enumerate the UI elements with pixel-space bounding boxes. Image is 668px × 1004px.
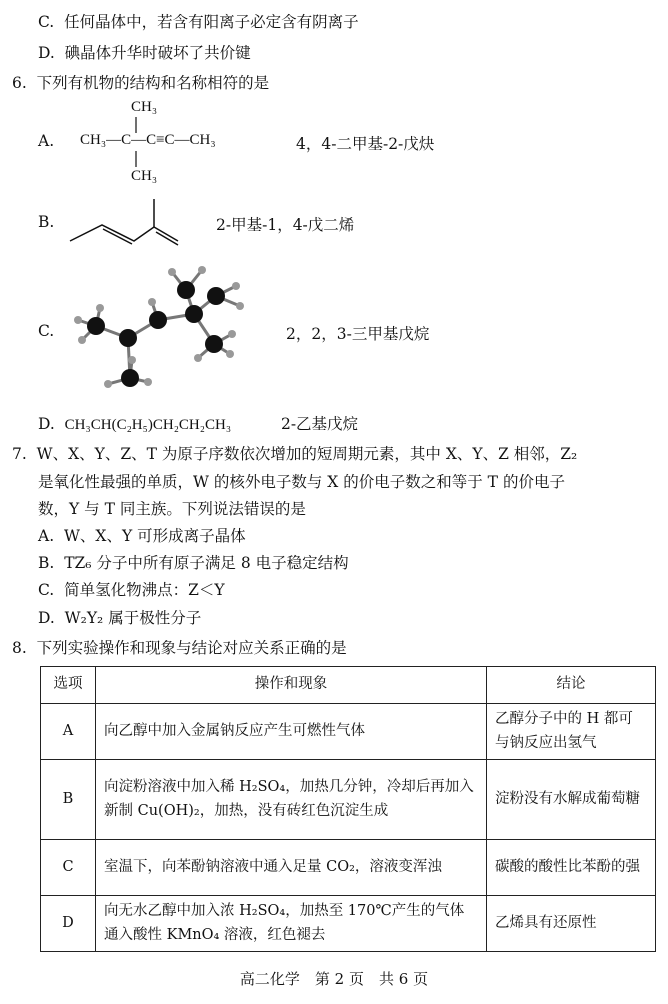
methyl-top: CH₃ bbox=[131, 99, 158, 115]
option-label: D. bbox=[38, 415, 55, 433]
methyl-bottom: CH₃ bbox=[131, 168, 158, 184]
alkyne-main-chain: CH₃—C—C≡C—CH₃ bbox=[80, 132, 216, 148]
question-number: 8. bbox=[12, 639, 27, 657]
option-text: W₂Y₂ 属于极性分子 bbox=[64, 609, 202, 627]
option-text: 任何晶体中，若含有阳离子必定含有阴离子 bbox=[64, 13, 359, 31]
q5-option-c bbox=[38, 10, 359, 32]
option-text: 简单氢化物沸点：Z＜Y bbox=[64, 581, 225, 599]
header-option: 选项 bbox=[41, 667, 96, 704]
table-header-row bbox=[41, 667, 656, 704]
question-text: 下列有机物的结构和名称相符的是 bbox=[36, 74, 270, 92]
q6-stem bbox=[12, 71, 269, 93]
option-label: B. bbox=[38, 554, 55, 572]
q7-stem-line-1 bbox=[12, 442, 577, 464]
table-row bbox=[41, 704, 656, 760]
question-text: W、X、Y、Z、T 为原子序数依次增加的短周期元素，其中 X、Y、Z 相邻，Z₂ bbox=[36, 445, 578, 463]
row-option: C bbox=[41, 840, 96, 896]
option-label: D. bbox=[38, 609, 55, 627]
option-label: D. bbox=[38, 44, 55, 62]
row-operation: 室温下，向苯酚钠溶液中通入足量 CO₂，溶液变浑浊 bbox=[96, 840, 487, 896]
header-conclusion: 结论 bbox=[487, 667, 656, 704]
row-operation: 向乙醇中加入金属钠反应产生可燃性气体 bbox=[96, 704, 487, 760]
question-text: 下列实验操作和现象与结论对应关系正确的是 bbox=[36, 639, 347, 657]
row-conclusion: 乙烯具有还原性 bbox=[487, 896, 656, 952]
option-text: W、X、Y 可形成离子晶体 bbox=[63, 527, 246, 545]
question-number: 6. bbox=[12, 74, 27, 92]
header-operation: 操作和现象 bbox=[96, 667, 487, 704]
row-option: A bbox=[41, 704, 96, 760]
q7-option-b bbox=[38, 551, 349, 573]
row-conclusion: 淀粉没有水解成葡萄糖 bbox=[487, 760, 656, 840]
table-row bbox=[41, 760, 656, 840]
page-footer: 高二化学 第 2 页 共 6 页 bbox=[239, 970, 429, 988]
option-label: C. bbox=[38, 13, 55, 31]
option-label: C. bbox=[38, 581, 55, 599]
option-label: A. bbox=[38, 527, 55, 545]
q6-option-c-label: C. bbox=[38, 322, 55, 340]
question-number: 7. bbox=[12, 445, 27, 463]
q7-option-d bbox=[38, 606, 201, 628]
q6-option-b-label: B. bbox=[38, 213, 55, 231]
table-row bbox=[41, 896, 656, 952]
q7-stem-line-3: 数，Y 与 T 同主族。下列说法错误的是 bbox=[38, 500, 306, 518]
q6-option-a-label: A. bbox=[38, 132, 55, 150]
row-operation: 向淀粉溶液中加入稀 H₂SO₄，加热几分钟，冷却后再加入新制 Cu(OH)₂，加热，没有砖红色沉淀生成 bbox=[96, 760, 487, 840]
q6-option-d bbox=[38, 412, 358, 434]
row-operation: 向无水乙醇中加入浓 H₂SO₄，加热至 170℃产生的气体通入酸性 KMnO₄ 溶液，红色褪去 bbox=[96, 896, 487, 952]
option-formula: CH₃CH(C₂H₅)CH₂CH₂CH₃ bbox=[64, 417, 232, 433]
ball-and-stick-model bbox=[66, 258, 256, 398]
q8-stem bbox=[12, 636, 347, 658]
row-option: D bbox=[41, 896, 96, 952]
row-conclusion: 乙醇分子中的 H 都可与钠反应出氢气 bbox=[487, 704, 656, 760]
q6-option-b-name: 2-甲基-1，4-戊二烯 bbox=[216, 216, 355, 234]
q5-option-d bbox=[38, 41, 251, 63]
q7-stem-line-2: 是氧化性最强的单质，W 的核外电子数与 X 的价电子数之和等于 T 的价电子 bbox=[38, 473, 565, 491]
q7-option-a bbox=[38, 524, 246, 546]
option-name: 2-乙基戊烷 bbox=[280, 415, 359, 433]
option-text: TZ₆ 分子中所有原子满足 8 电子稳定结构 bbox=[64, 554, 349, 572]
q6-option-c-name: 2，2，3-三甲基戊烷 bbox=[286, 325, 430, 343]
option-text: 碘晶体升华时破坏了共价键 bbox=[64, 44, 251, 62]
q6-option-a-name: 4，4-二甲基-2-戊炔 bbox=[296, 135, 435, 153]
q7-option-c bbox=[38, 578, 225, 600]
row-option: B bbox=[41, 760, 96, 840]
experiment-table bbox=[40, 666, 656, 952]
table-row bbox=[41, 840, 656, 896]
diene-skeletal-structure bbox=[66, 195, 186, 247]
row-conclusion: 碳酸的酸性比苯酚的强 bbox=[487, 840, 656, 896]
